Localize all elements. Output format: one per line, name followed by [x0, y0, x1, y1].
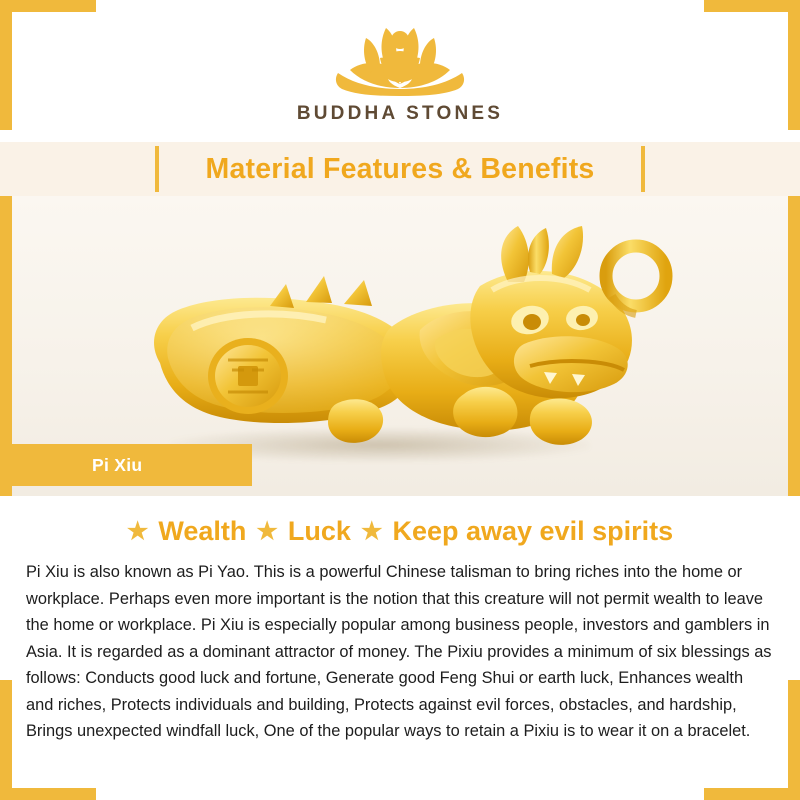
- description-section: [0, 496, 800, 800]
- product-caption-label: Pi Xiu: [92, 454, 143, 475]
- benefit-wealth: Wealth: [158, 516, 247, 546]
- star-icon-2: ★: [256, 517, 278, 545]
- benefit-luck: Luck: [287, 516, 351, 546]
- description-paragraph: Pi Xiu is also known as Pi Yao. This is a powerful Chinese talisman to bring riches into the home or workplace. Perhaps even more important is the notion that this creature will not permit wealth to leave the home or workplace. Pi Xiu is especially popular among business people, investors and gamblers in Asia. It is regarded as a dominant attractor of money. The Pixiu provides a minimum of six blessings as follows: Conducts good luck and fortune, Generate good Feng Shui or earth luck, Enhances wealth and riches, Protects individuals and building, Protects against evil forces, obstacles, and hardship, Brings unexpected windfall luck, One of the popular ways to retain a Pixiu is to wear it on a bracelet.: [26, 563, 772, 741]
- brand-name: BUDDHA STONES: [296, 102, 504, 124]
- star-icon-3: ★: [360, 517, 383, 545]
- product-caption-ribbon: [0, 444, 252, 486]
- frame-edge-middle-right: [778, 196, 800, 496]
- page-title: Material Features & Benefits: [205, 152, 595, 185]
- frame-corner-top-left: [0, 0, 96, 130]
- benefits-headline: [26, 518, 774, 545]
- lotus-meditation-icon: [316, 18, 484, 96]
- gold-pixiu-charm-photo: [120, 208, 700, 473]
- frame-corner-bottom-left: [0, 680, 96, 800]
- frame-corner-top-right: [704, 0, 800, 130]
- frame-corner-bottom-right: [704, 680, 800, 800]
- benefit-evil-spirits: Keep away evil spirits: [392, 516, 674, 546]
- brand-header: [0, 0, 800, 142]
- title-band: [0, 142, 800, 196]
- star-icon: ★: [126, 517, 149, 545]
- title-inner: [167, 142, 633, 196]
